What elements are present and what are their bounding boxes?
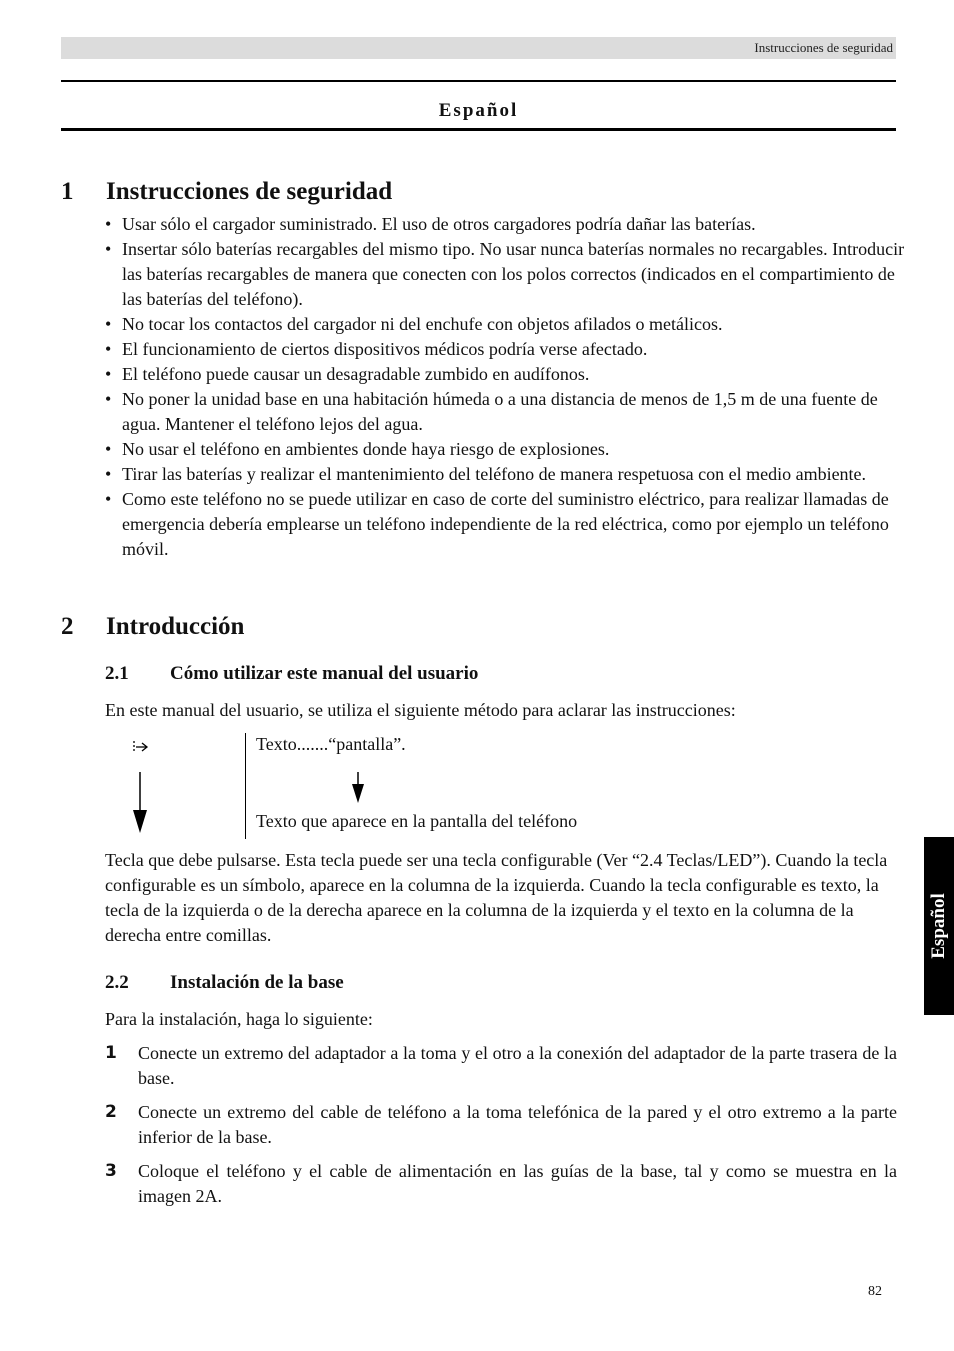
title-rule — [61, 128, 896, 131]
installation-step-2 — [105, 1100, 897, 1150]
list-item: • Tirar las baterías y realizar el mantenimiento del teléfono de manera respetuosa con el medio ambiente. — [105, 462, 905, 487]
list-item: • No usar el teléfono en ambientes donde haya riesgo de explosiones. — [105, 437, 905, 462]
section-2-number: 2 — [61, 613, 74, 640]
step-text: Conecte un extremo del adaptador a la toma y el otro a la conexión del adaptador de la parte trasera de la base. — [138, 1043, 897, 1088]
top-rule — [61, 80, 896, 82]
subsection-2-2-title: Instalación de la base — [170, 972, 344, 993]
figure-key-text: Texto.......“pantalla”. — [256, 734, 406, 754]
subsection-2-1-number: 2.1 — [105, 663, 129, 684]
manual-intro: En este manual del usuario, se utiliza el siguiente método para aclarar las instrucciones: — [105, 700, 736, 720]
language-side-tab — [924, 837, 954, 1015]
page-number: 82 — [868, 1284, 882, 1299]
list-item: • Insertar sólo baterías recargables del mismo tipo. No usar nunca baterías normales no recargables. Introducir las baterías recargables de manera que conecten con los polos correctos (indicados en el compartimiento de las baterías del teléfono). — [105, 237, 905, 312]
key-press-icon — [130, 737, 154, 757]
list-item: • El funcionamiento de ciertos dispositivos médicos podría verse afectado. — [105, 337, 905, 362]
subsection-2-2-number: 2.2 — [105, 972, 129, 993]
step-number: 3 — [105, 1161, 117, 1181]
installation-step-1 — [105, 1041, 897, 1091]
key-explanation: Tecla que debe pulsarse. Esta tecla puede ser una tecla configurable (Ver “2.4 Teclas/LED”). Cuando la tecla configurable es un símbolo, aparece en la columna de la izquierda. Cuando la tecla configurable es texto, la tecla de la izquierda o de la derecha aparece en la columna de la izquierda y el texto en la columna de la derecha entre comillas. — [105, 850, 888, 945]
subsection-2-1-heading — [105, 662, 478, 686]
list-item: • No tocar los contactos del cargador ni del enchufe con objetos afilados o metálicos. — [105, 312, 905, 337]
side-tab-label: Español — [928, 893, 949, 959]
step-number: 1 — [105, 1043, 117, 1063]
installation-step-3 — [105, 1159, 897, 1209]
arrow-down-left-icon — [130, 772, 150, 834]
step-text: Coloque el teléfono y el cable de alimentación en las guías de la base, tal y como se muestra en la imagen 2A. — [138, 1161, 897, 1206]
subsection-2-2-heading — [105, 971, 344, 995]
section-2-title: Introducción — [106, 613, 245, 640]
arrow-down-right-icon — [350, 772, 366, 804]
subsection-2-1-title: Cómo utilizar este manual del usuario — [170, 663, 479, 684]
step-text: Conecte un extremo del cable de teléfono a la toma telefónica de la pared y el otro extremo a la parte inferior de la base. — [138, 1102, 897, 1147]
figure-divider — [245, 733, 246, 839]
running-header — [61, 37, 896, 59]
safety-list — [105, 212, 905, 562]
section-1-number: 1 — [61, 178, 74, 205]
list-item: • No poner la unidad base en una habitación húmeda o a una distancia de menos de 1,5 m de una fuente de agua. Mantener el teléfono lejos del agua. — [105, 387, 905, 437]
step-number: 2 — [105, 1102, 117, 1122]
language-title: Español — [438, 100, 519, 121]
list-item: • El teléfono puede causar un desagradable zumbido en audífonos. — [105, 362, 905, 387]
installation-intro: Para la instalación, haga lo siguiente: — [105, 1009, 373, 1029]
section-1-title: Instrucciones de seguridad — [106, 178, 393, 205]
section-1-heading — [61, 177, 392, 207]
running-title: Instrucciones de seguridad — [754, 40, 893, 55]
list-item: • Como este teléfono no se puede utilizar en caso de corte del suministro eléctrico, para realizar llamadas de emergencia debería emplearse un teléfono independiente de la red eléctrica, como por ejemplo un teléfono móvil. — [105, 487, 905, 562]
list-item: • Usar sólo el cargador suministrado. El uso de otros cargadores podría dañar las baterías. — [105, 212, 905, 237]
section-2-heading — [61, 612, 244, 642]
figure-display-text: Texto que aparece en la pantalla del teléfono — [256, 811, 578, 831]
